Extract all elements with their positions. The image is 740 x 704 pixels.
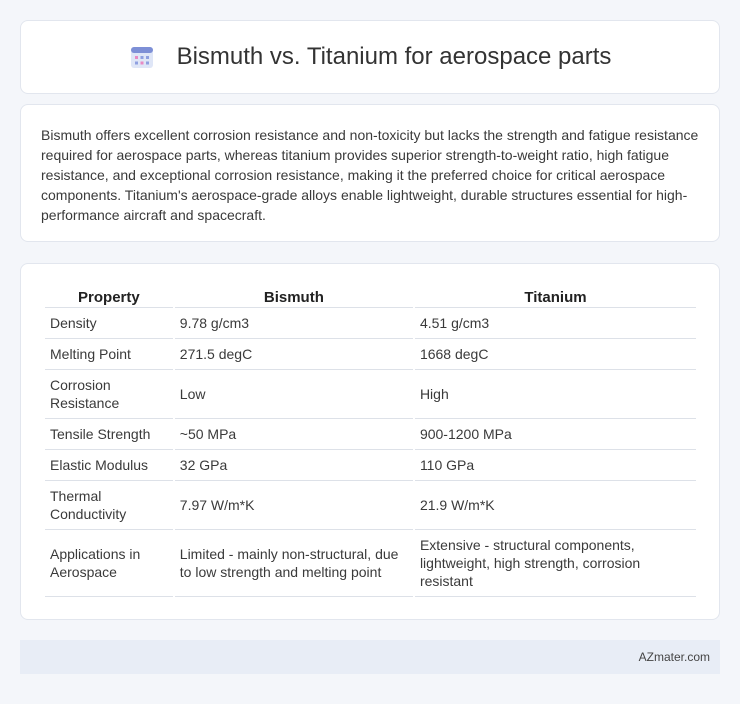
table-row: [45, 450, 696, 481]
table-row: [45, 339, 696, 370]
cell-titanium: 110 GPa: [415, 450, 696, 481]
table-row: [45, 370, 696, 419]
cell-property: Thermal Conductivity: [45, 481, 173, 530]
intro-paragraph: Bismuth offers excellent corrosion resistance and non-toxicity but lacks the strength and fatigue resistance required for aerospace parts, whereas titanium provides superior strength-to-weight ratio, high fatigue resistance, and exceptional corrosion resistance, making it the preferred choice for critical aerospace components. Titanium's aerospace-grade alloys enable lightweight, durable structures essential for high-performance aircraft and spacecraft.: [41, 127, 699, 223]
cell-bismuth: 271.5 degC: [175, 339, 413, 370]
cell-titanium: 1668 degC: [415, 339, 696, 370]
cell-property: Applications in Aerospace: [45, 530, 173, 597]
cell-property: Melting Point: [45, 339, 173, 370]
header-bismuth: Bismuth: [175, 284, 413, 308]
cell-bismuth: 9.78 g/cm3: [175, 308, 413, 339]
cell-property: Tensile Strength: [45, 419, 173, 450]
cell-bismuth: Limited - mainly non-structural, due to low strength and melting point: [175, 530, 413, 597]
cell-bismuth: Low: [175, 370, 413, 419]
footer-brand[interactable]: AZmater.com: [638, 650, 710, 664]
table-row: [45, 530, 696, 597]
footer-bar: [20, 640, 720, 674]
cell-titanium: 4.51 g/cm3: [415, 308, 696, 339]
header-property: Property: [45, 284, 173, 308]
intro-card: [20, 104, 720, 242]
table-row: [45, 308, 696, 339]
cell-titanium: Extensive - structural components, lightweight, high strength, corrosion resistant: [415, 530, 696, 597]
cell-property: Corrosion Resistance: [45, 370, 173, 419]
header-titanium: Titanium: [415, 284, 696, 308]
table-row: [45, 481, 696, 530]
page-title: Bismuth vs. Titanium for aerospace parts: [176, 43, 612, 70]
cell-titanium: High: [415, 370, 696, 419]
cell-bismuth: 32 GPa: [175, 450, 413, 481]
cell-titanium: 21.9 W/m*K: [415, 481, 696, 530]
comparison-table-card: [20, 263, 720, 620]
cell-property: Elastic Modulus: [45, 450, 173, 481]
table-header-row: [45, 284, 696, 308]
header-card: [20, 20, 720, 94]
comparison-table: [43, 284, 698, 597]
cell-bismuth: 7.97 W/m*K: [175, 481, 413, 530]
calendar-grid-icon: [129, 44, 155, 70]
cell-property: Density: [45, 308, 173, 339]
table-row: [45, 419, 696, 450]
cell-bismuth: ~50 MPa: [175, 419, 413, 450]
cell-titanium: 900-1200 MPa: [415, 419, 696, 450]
